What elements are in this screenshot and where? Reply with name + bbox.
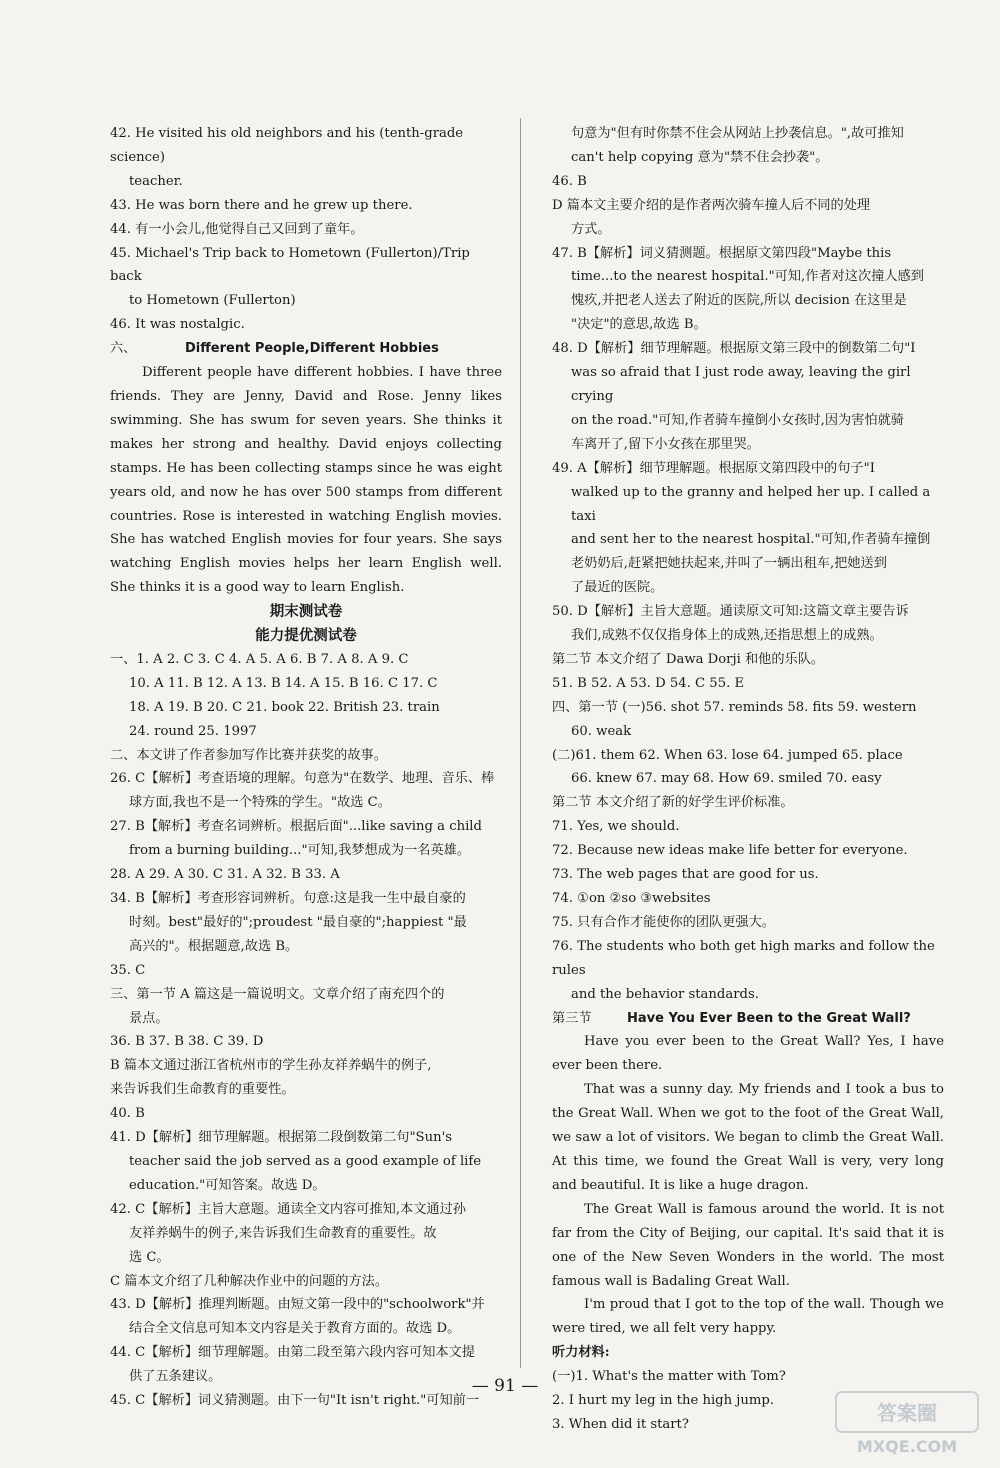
answer-line: on the road."可知,作者骑车撞倒小女孩时,因为害怕就骑 — [571, 412, 904, 428]
answer-line: 来告诉我们生命教育的重要性。 — [110, 1082, 295, 1098]
answer-line: to Hometown (Fullerton) — [129, 293, 296, 309]
answer-line: 景点。 — [129, 1010, 169, 1026]
answer-line: 二、本文讲了作者参加写作比赛并获奖的故事。 — [110, 747, 387, 763]
svg-text:答案圈: 答案圈 — [877, 1401, 937, 1425]
essay-paragraph: The Great Wall is famous around the world. It is not far from the City of Beijing, our capital. It's said that it is one of the New Seven Wonders in the world. The most famous wall is Badaling Great Wall. — [552, 1201, 944, 1289]
answer-line: teacher. — [129, 173, 183, 189]
answer-line: 66. knew 67. may 68. How 69. smiled 70. easy — [571, 771, 882, 787]
answer-line: 34. B【解析】考查形容词辨析。句意:这是我一生中最自豪的 — [110, 891, 466, 906]
answer-line: D 篇本文主要介绍的是作者两次骑车撞人后不同的处理 — [552, 197, 871, 213]
answer-line: 51. B 52. A 53. D 54. C 55. E — [552, 675, 745, 691]
answer-line: 了最近的医院。 — [571, 580, 664, 596]
section-number: 六、 — [110, 341, 137, 357]
answer-line: from a burning building..."可知,我梦想成为一名英雄。 — [129, 843, 471, 859]
answer-line: C 篇本文介绍了几种解决作业中的问题的方法。 — [110, 1273, 389, 1289]
answer-line: 我们,成熟不仅仅指身体上的成熟,还指思想上的成熟。 — [571, 628, 883, 644]
answer-line: 73. The web pages that are good for us. — [552, 867, 819, 883]
answer-line: 18. A 19. B 20. C 21. book 22. British 23. train — [129, 699, 440, 715]
answer-line: 75. 只有合作才能使你的团队更强大。 — [552, 914, 775, 930]
answer-line: 2. I hurt my leg in the high jump. — [552, 1393, 775, 1409]
answer-line: 76. The students who both get high marks and follow the rules — [552, 938, 935, 978]
answer-line: and sent her to the nearest hospital."可知,作者骑车撞倒 — [571, 532, 931, 548]
essay-paragraph: That was a sunny day. My friends and I took a bus to the Great Wall. When we got to the foot of the Great Wall, we saw a lot of visitors. We began to climb the Great Wall. At this time, we found the Great Wall is very, very long and beautiful. It is like a huge dragon. — [552, 1082, 944, 1193]
essay-paragraph: Different people have different hobbies. I have three friends. They are Jenny, David and Rose. Jenny likes swimming. She has swum for seven years. She thinks it makes her strong and healthy. David enjoys collecting stamps. He has been collecting stamps since he was eight years old, and now he has over 500 stamps from different countries. Rose is interested in watching English movies. She has watched English movies for four years. She says watching English movies helps her learn English well. She thinks it is a good way to learn English. — [110, 365, 502, 596]
answer-line: 40. B — [110, 1106, 145, 1122]
answer-line: 26. C【解析】考查语境的理解。句意为"在数学、地理、音乐、棒 — [110, 771, 495, 787]
answer-line: 老奶奶后,赶紧把她扶起来,并叫了一辆出租车,把她送到 — [571, 556, 887, 572]
answer-line: 友祥养蜗牛的例子,来告诉我们生命教育的重要性。故 — [129, 1225, 437, 1241]
answer-line: 41. D【解析】细节理解题。根据第二段倒数第二句"Sun's — [110, 1130, 452, 1146]
answer-line: 10. A 11. B 12. A 13. B 14. A 15. B 16. C 17. C — [129, 675, 438, 691]
test-title: 期末测试卷 — [269, 603, 343, 621]
answer-line: 44. C【解析】细节理解题。由第二段至第六段内容可知本文提 — [110, 1345, 475, 1361]
answer-line: 高兴的"。根据题意,故选 B。 — [129, 938, 299, 954]
answer-line: 43. He was born there and he grew up there. — [110, 197, 413, 213]
answer-line: 28. A 29. A 30. C 31. A 32. B 33. A — [110, 867, 340, 883]
answer-line: 三、第一节 A 篇这是一篇说明文。文章介绍了南充四个的 — [110, 986, 445, 1002]
answer-line: 46. It was nostalgic. — [110, 317, 245, 333]
answer-line: 车离开了,留下小女孩在那里哭。 — [571, 436, 760, 452]
section-title: Have You Ever Been to the Great Wall? — [627, 1010, 911, 1026]
right-column — [552, 122, 944, 1437]
answer-line: 60. weak — [571, 723, 632, 739]
answer-line: 第二节 本文介绍了 Dawa Dorji 和他的乐队。 — [552, 651, 825, 667]
answer-line: 四、第一节 (一)56. shot 57. reminds 58. fits 59. western — [552, 699, 917, 715]
answer-line: 24. round 25. 1997 — [129, 723, 257, 739]
answer-line: 47. B【解析】词义猜测题。根据原文第四段"Maybe this — [552, 245, 892, 261]
section-title: Different People,Different Hobbies — [185, 341, 439, 357]
answer-line: 一、1. A 2. C 3. C 4. A 5. A 6. B 7. A 8. A 9. C — [110, 651, 409, 667]
answer-line: 3. When did it start? — [552, 1416, 689, 1432]
essay-paragraph: Have you ever been to the Great Wall? Yes, I have ever been there. — [552, 1034, 944, 1074]
watermark-text: MXQE.COM — [856, 1437, 958, 1456]
left-column — [110, 122, 502, 1413]
answer-line: (一)1. What's the matter with Tom? — [552, 1369, 786, 1385]
answer-line: 句意为"但有时你禁不住会从网站上抄袭信息。",故可推知 — [571, 126, 904, 141]
answer-line: 45. C【解析】词义猜测题。由下一句"It isn't right."可知前一 — [110, 1393, 480, 1409]
answer-line: B 篇本文通过浙江省杭州市的学生孙友祥养蜗牛的例子, — [110, 1058, 432, 1074]
answer-line: was so afraid that I just rode away, leaving the girl crying — [571, 365, 911, 404]
answer-line: 35. C — [110, 962, 146, 978]
answer-line: 74. ①on ②so ③websites — [552, 891, 711, 906]
answer-line: 45. Michael's Trip back to Hometown (Fullerton)/Trip back — [110, 245, 470, 285]
answer-line: 44. 有一小会儿,他觉得自己又回到了童年。 — [110, 221, 364, 237]
test-title: 能力提优测试卷 — [255, 627, 357, 645]
section-number: 第三节 — [552, 1010, 592, 1026]
answer-line: 方式。 — [571, 221, 611, 237]
answer-line: 结合全文信息可知本文内容是关于教育方面的。故选 D。 — [129, 1321, 461, 1337]
page-number: — 91 — — [471, 1376, 539, 1396]
answer-line: 27. B【解析】考查名词辨析。根据后面"...like saving a child — [110, 819, 482, 835]
answer-line: 球方面,我也不是一个特殊的学生。"故选 C。 — [129, 795, 391, 811]
answer-line: 46. B — [552, 173, 587, 189]
answer-line: 42. He visited his old neighbors and his (tenth-grade science) — [110, 126, 464, 165]
answer-line: teacher said the job served as a good example of life — [129, 1153, 482, 1169]
answer-line: 36. B 37. B 38. C 39. D — [110, 1034, 264, 1050]
answer-line: 供了五条建议。 — [129, 1369, 222, 1385]
answer-line: 72. Because new ideas make life better for everyone. — [552, 843, 908, 859]
answer-line: (二)61. them 62. When 63. lose 64. jumped 65. place — [552, 747, 903, 763]
answer-line: 时刻。best"最好的";proudest "最自豪的";happiest "最 — [129, 914, 467, 930]
answer-line: 42. C【解析】主旨大意题。通读全文内容可推知,本文通过孙 — [110, 1201, 466, 1217]
answer-line: time...to the nearest hospital."可知,作者对这次撞人感到 — [571, 269, 924, 285]
column-divider — [520, 118, 521, 1368]
section-heading — [552, 1007, 944, 1031]
section-heading — [110, 337, 502, 361]
answer-line: 选 C。 — [129, 1249, 170, 1265]
answer-line: and the behavior standards. — [571, 986, 759, 1002]
answer-line: 43. D【解析】推理判断题。由短文第一段中的"schoolwork"并 — [110, 1297, 485, 1313]
answer-line: can't help copying 意为"禁不住会抄袭"。 — [571, 149, 829, 165]
answer-line: 48. D【解析】细节理解题。根据原文第三段中的倒数第二句"I — [552, 341, 916, 357]
answer-line: walked up to the granny and helped her up. I called a taxi — [571, 484, 931, 524]
watermark-logo — [832, 1388, 982, 1460]
answer-line: 愧疚,并把老人送去了附近的医院,所以 decision 在这里是 — [571, 293, 907, 309]
answer-line: 第二节 本文介绍了新的好学生评价标准。 — [552, 795, 794, 811]
answer-line: 49. A【解析】细节理解题。根据原文第四段中的句子"I — [552, 460, 875, 476]
answer-line: 71. Yes, we should. — [552, 819, 680, 835]
essay-paragraph: I'm proud that I got to the top of the wall. Though we were tired, we all felt very happy. — [552, 1297, 944, 1337]
answer-line: 50. D【解析】主旨大意题。通读原文可知:这篇文章主要告诉 — [552, 604, 909, 620]
answer-line: 听力材料: — [552, 1345, 610, 1361]
answer-line: education."可知答案。故选 D。 — [129, 1177, 326, 1193]
answer-line: "决定"的意思,故选 B。 — [571, 317, 707, 333]
